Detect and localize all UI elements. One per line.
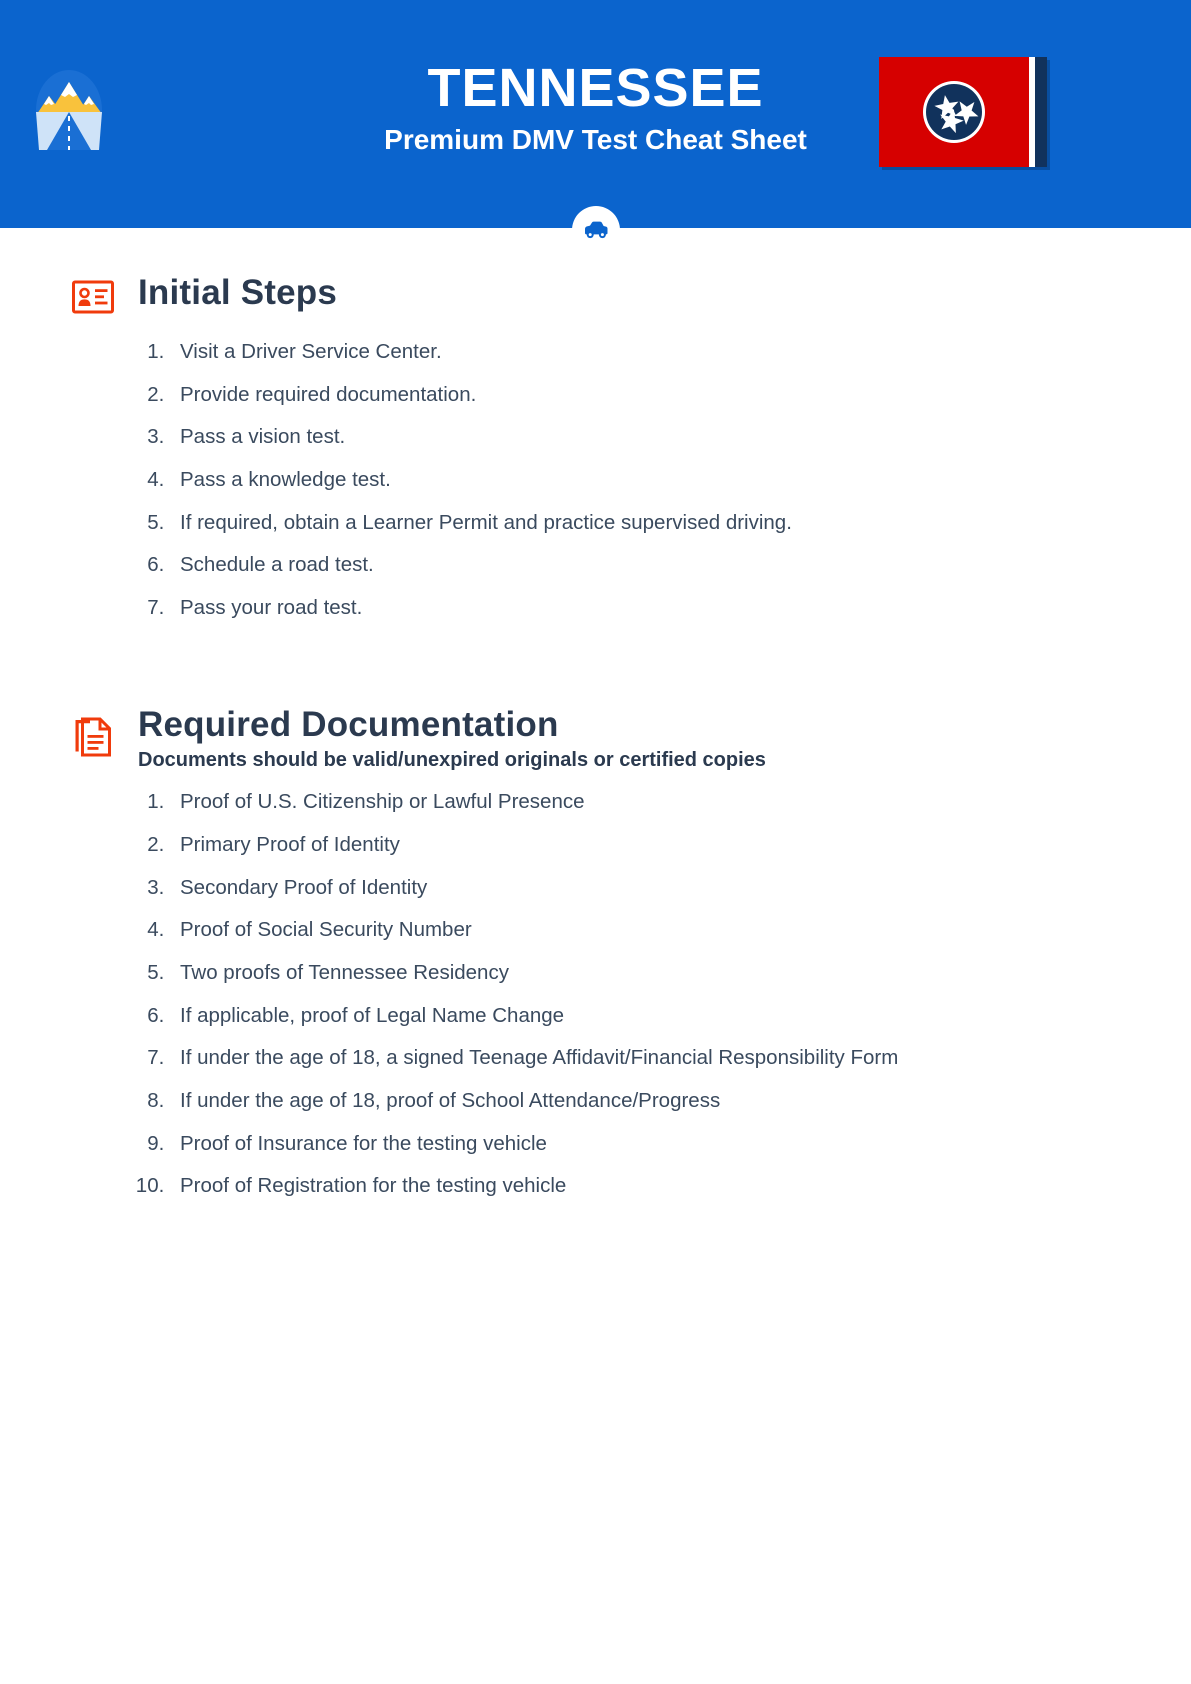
list-item: 3. Secondary Proof of Identity: [170, 874, 1131, 902]
list-item: 8. If under the age of 18, proof of School Attendance/Progress: [170, 1087, 1131, 1115]
page-title: TENNESSEE: [427, 58, 764, 118]
section-title-group: [138, 706, 766, 773]
list-item: 5. Two proofs of Tennessee Residency: [170, 959, 1131, 987]
section-header: [60, 274, 1131, 320]
section-subtitle: Documents should be valid/unexpired originals or certified copies: [138, 749, 766, 772]
section-title-group: [138, 274, 337, 313]
list-item: 6. If applicable, proof of Legal Name Change: [170, 1002, 1131, 1030]
tennessee-flag-icon: [879, 57, 1047, 167]
car-icon: [572, 206, 620, 254]
list-item: 4. Proof of Social Security Number: [170, 916, 1131, 944]
required-documentation-list: [60, 788, 1131, 1200]
id-card-icon: [70, 274, 116, 320]
list-item: 7. Pass your road test.: [170, 594, 1131, 622]
section-header: [60, 706, 1131, 773]
list-item: 9. Proof of Insurance for the testing vehicle: [170, 1130, 1131, 1158]
section-title: Initial Steps: [138, 273, 338, 312]
mountain-road-logo-icon: [33, 66, 105, 154]
list-item: 3. Pass a vision test.: [170, 423, 1131, 451]
list-item: 2. Primary Proof of Identity: [170, 831, 1131, 859]
list-item: 1. Visit a Driver Service Center.: [170, 338, 1131, 366]
initial-steps-list: [60, 338, 1131, 622]
page-header: [0, 0, 1191, 228]
section-required-documentation: [60, 706, 1131, 1200]
list-item: 6. Schedule a road test.: [170, 551, 1131, 579]
list-item: 1. Proof of U.S. Citizenship or Lawful Presence: [170, 788, 1131, 816]
list-item: 10. Proof of Registration for the testing vehicle: [170, 1172, 1131, 1200]
list-item: 5. If required, obtain a Learner Permit and practice supervised driving.: [170, 509, 1131, 537]
list-item: 7. If under the age of 18, a signed Teenage Affidavit/Financial Responsibility Form: [170, 1044, 1131, 1072]
section-title: Required Documentation: [138, 704, 559, 744]
document-copy-icon: [70, 714, 116, 760]
list-item: 4. Pass a knowledge test.: [170, 466, 1131, 494]
list-item: 2. Provide required documentation.: [170, 381, 1131, 409]
section-initial-steps: [60, 274, 1131, 622]
main-content: [0, 274, 1191, 1200]
header-inner: [0, 0, 1191, 228]
page-subtitle: Premium DMV Test Cheat Sheet: [384, 123, 807, 155]
